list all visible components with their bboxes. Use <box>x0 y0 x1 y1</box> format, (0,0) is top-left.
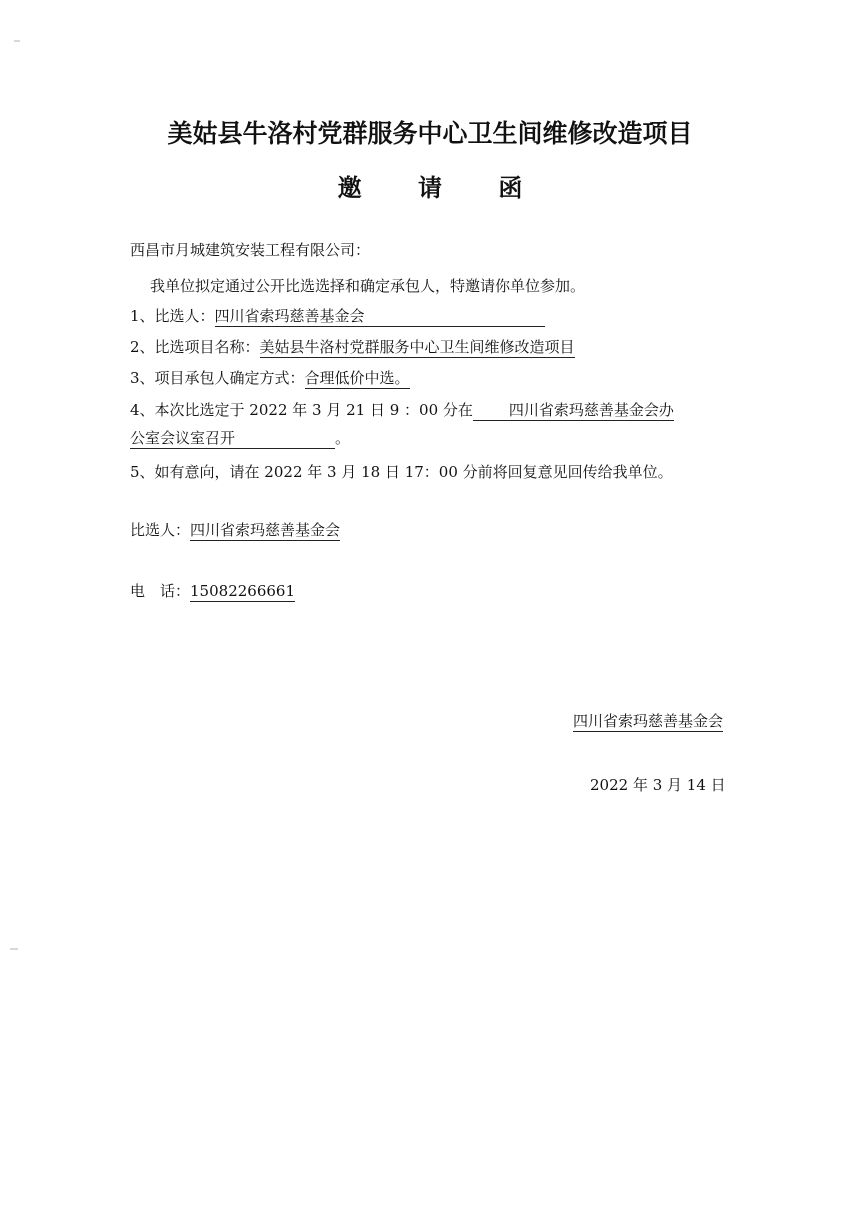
item-2-value: 美姑县牛洛村党群服务中心卫生间维修改造项目 <box>259 338 575 356</box>
item-2-label: 2、比选项目名称： <box>130 338 260 356</box>
item-1 <box>130 306 545 326</box>
phone-value: 15082266661 <box>190 582 295 600</box>
item-4-continued <box>130 428 350 448</box>
bidder-label: 比选人： <box>130 521 191 539</box>
document-title: 美姑县牛洛村党群服务中心卫生间维修改造项目 <box>167 119 693 148</box>
bidder-line <box>130 520 340 540</box>
phone-label: 电 话： <box>130 582 191 600</box>
item-4-end: 。 <box>335 429 351 447</box>
item-3 <box>130 368 410 388</box>
item-1-label: 1、比选人： <box>130 307 215 325</box>
item-4-label: 4、本次比选定于 2022 年 3 月 21 日 9 ：00 分在 <box>130 401 473 419</box>
document-subtitle: 邀 请 函 <box>337 174 547 202</box>
item-3-value: 合理低价中选。 <box>304 369 410 387</box>
item-4-value-b: 公室会议室召开 <box>130 429 335 449</box>
item-4 <box>130 400 674 420</box>
scan-mark-top <box>14 40 20 42</box>
scan-mark-side <box>10 948 18 950</box>
item-4-value-a: 四川省索玛慈善基金会办 <box>473 401 674 421</box>
item-2 <box>130 337 575 357</box>
item-3-label: 3、项目承包人确定方式： <box>130 369 305 387</box>
intro-paragraph: 我单位拟定通过公开比选选择和确定承包人，特邀请你单位参加。 <box>150 277 586 295</box>
signature-date: 2022 年 3 月 14 日 <box>590 776 726 794</box>
item-5: 5、如有意向，请在 2022 年 3 月 18 日 17：00 分前将回复意见回传给我单位。 <box>130 463 673 481</box>
recipient-line: 西昌市月城建筑安装工程有限公司： <box>130 241 371 259</box>
item-1-value: 四川省索玛慈善基金会 <box>215 307 545 327</box>
bidder-value: 四川省索玛慈善基金会 <box>190 521 341 539</box>
phone-line <box>130 581 295 601</box>
signature-org: 四川省索玛慈善基金会 <box>573 712 724 730</box>
